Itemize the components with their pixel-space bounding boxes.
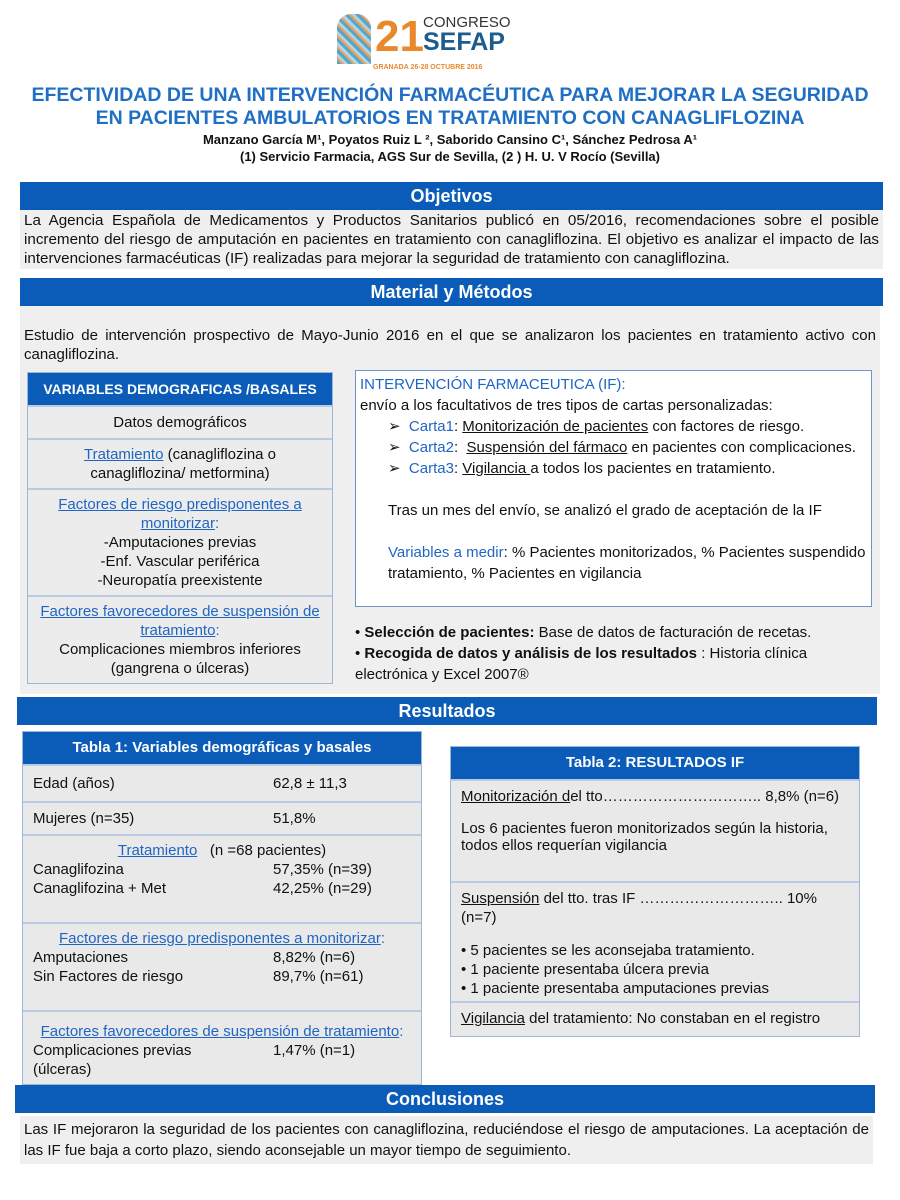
tabla1-row: Canaglifozina + Met 42,25% (n=29) (33, 880, 372, 897)
riesgo-item: -Enf. Vascular periférica (100, 553, 260, 570)
tratamiento-text: (canagliflozina o canagliflozina/ metformina) (90, 446, 277, 482)
riesgo-item: -Neuropatía preexistente (97, 572, 263, 589)
riesgo-item: -Amputaciones previas (103, 534, 257, 551)
variables-suspension: Factores favorecedores de suspensión de tratamiento: Complicaciones miembros inferiores (gangrena o úlceras) (28, 595, 332, 683)
variables-header: VARIABLES DEMOGRAFICAS /BASALES (28, 373, 332, 405)
tabla1-row-mujeres: Mujeres (n=35) 51,8% (23, 801, 421, 834)
logo (337, 12, 511, 76)
conclusiones-section (20, 1116, 873, 1164)
logo-mosaic (337, 14, 371, 64)
logo-congreso: CONGRESO (423, 14, 511, 31)
tabla-2 (450, 746, 860, 1037)
tabla1-row: Canaglifozina 57,35% (n=39) (33, 861, 372, 878)
tabla1-row-edad: Edad (años) 62,8 ± 11,3 (23, 764, 421, 801)
intervencion-title: INTERVENCIÓN FARMACEUTICA (IF): (360, 376, 626, 393)
suspension-item: • 1 paciente presentaba úlcera previa (461, 961, 709, 978)
tratamiento-link: Tratamiento (83, 446, 164, 463)
affiliation: (1) Servicio Farmacia, AGS Sur de Sevilla, (2 ) H. U. V Rocío (Sevilla) (240, 149, 660, 164)
tabla2-suspension: Suspensión del tto. tras IF ……………………….. 10% (n=7) • 5 pacientes se les aconsejaba tratamiento. • 1 paciente presentaba úlcera previa • 1 paciente presentaba amputaciones previas (451, 881, 859, 1001)
variables-demo: Datos demográficos (28, 405, 332, 438)
conclusiones-heading: Conclusiones (15, 1085, 875, 1113)
tabla2-monitorizacion: Monitorización del tto………………………….. 8,8% (n=6) Los 6 pacientes fueron monitorizados según la historia, todos ellos requerían vigilancia (451, 779, 859, 881)
suspension-item: • 1 paciente presentaba amputaciones previas (461, 980, 769, 997)
authors: Manzano García M¹, Poyatos Ruiz L ², Saborido Cansino C¹, Sánchez Pedrosa A¹ (202, 132, 698, 147)
variables-medir: Variables a medir: % Pacientes monitorizados, % Pacientes suspendido tratamiento, % Pacientes en vigilancia (388, 544, 866, 582)
intervencion-box (355, 370, 872, 607)
intervencion-intro: envío a los facultativos de tres tipos de cartas personalizadas: (360, 397, 773, 414)
resultados-heading: Resultados (17, 697, 877, 725)
tabla1-row: Amputaciones 8,82% (n=6) (33, 949, 356, 966)
tabla2-vigilancia: Vigilancia del tratamiento: No constaban en el registro (451, 1001, 859, 1036)
poster-title (0, 84, 900, 130)
carta-item: ➢ Carta2: Suspensión del fármaco en pacientes con complicaciones. (388, 439, 856, 456)
metodos-intro: Estudio de intervención prospectivo de Mayo-Junio 2016 en el que se analizaron los pacientes en tratamiento activo con canagliflozina. (24, 327, 876, 363)
suspension-link: Factores favorecedores de suspensión de tratamiento (40, 603, 320, 639)
carta-item: ➢ Carta3: Vigilancia a todos los pacientes en tratamiento. (388, 460, 776, 477)
cartas-list (360, 416, 867, 584)
objetivos-text: La Agencia Española de Medicamentos y Productos Sanitarios publicó en 05/2016, recomendaciones sobre el posible incremento del riesgo de amputación en pacientes en tratamiento con canagliflozina. El objetivo es analizar el impacto de las intervenciones farmacéuticas (IF) realizadas para mejorar la seguridad de tratamiento con canagliflozina. (24, 212, 879, 267)
logo-dates: GRANADA 26-28 OCTUBRE 2016 (373, 64, 483, 71)
tabla1-row: Complicaciones previas (úlceras) 1,47% (n=1) (33, 1042, 356, 1078)
variables-tratamiento (28, 438, 332, 488)
variables-table (27, 372, 333, 684)
suspension-item: • 5 pacientes se les aconsejaba tratamiento. (461, 942, 755, 959)
metodos-bullets (355, 622, 875, 685)
bullet-item: • Recogida de datos y análisis de los resultados : Historia clínica electrónica y Excel 2007® (355, 645, 808, 683)
conclusiones-text: Las IF mejoraron la seguridad de los pacientes con canagliflozina, reduciéndose el riesgo de amputaciones. La aceptación de las IF fue baja a corto plazo, siendo aconsejable un mayor tiempo de seguimiento. (24, 1121, 869, 1159)
tabla1-riesgo: Factores de riesgo predisponentes a monitorizar: Amputaciones 8,82% (n=6) Sin Factores de riesgo 89,7% (n=61) (23, 922, 421, 1010)
logo-sefap: SEFAP (423, 28, 505, 56)
suspension-text: Complicaciones miembros inferiores (gangrena o úlceras) (59, 641, 301, 677)
title-line-2: EN PACIENTES AMBULATORIOS EN TRATAMIENTO CON CANAGLIFLOZINA (95, 107, 805, 129)
tabla1-tratamiento: Tratamiento (n =68 pacientes) Canaglifozina 57,35% (n=39) Canaglifozina + Met 42,25% (n=29) (23, 834, 421, 922)
variables-riesgo: Factores de riesgo predisponentes a monitorizar: -Amputaciones previas -Enf. Vascular periférica -Neuropatía preexistente (28, 488, 332, 595)
logo-number: 21 (375, 12, 424, 61)
tabla1-header: Tabla 1: Variables demográficas y basales (23, 732, 421, 764)
tabla1-row: Sin Factores de riesgo 89,7% (n=61) (33, 968, 364, 985)
objetivos-section (20, 210, 883, 269)
tabla-1 (22, 731, 422, 1085)
tabla2-header: Tabla 2: RESULTADOS IF (451, 747, 859, 779)
tras-text: Tras un mes del envío, se analizó el grado de aceptación de la IF (388, 502, 822, 519)
metodos-heading: Material y Métodos (20, 278, 883, 306)
objetivos-heading: Objetivos (20, 182, 883, 210)
tabla1-suspension: Factores favorecedores de suspensión de tratamiento: Complicaciones previas (úlceras) 1,47% (n=1) (23, 1010, 421, 1084)
bullet-item: • Selección de pacientes: Base de datos de facturación de recetas. (355, 624, 812, 641)
title-line-1: EFECTIVIDAD DE UNA INTERVENCIÓN FARMACÉUTICA PARA MEJORAR LA SEGURIDAD (31, 84, 869, 106)
riesgo-link: Factores de riesgo predisponentes a monitorizar (58, 496, 302, 532)
carta-item: ➢ Carta1: Monitorización de pacientes con factores de riesgo. (388, 418, 805, 435)
